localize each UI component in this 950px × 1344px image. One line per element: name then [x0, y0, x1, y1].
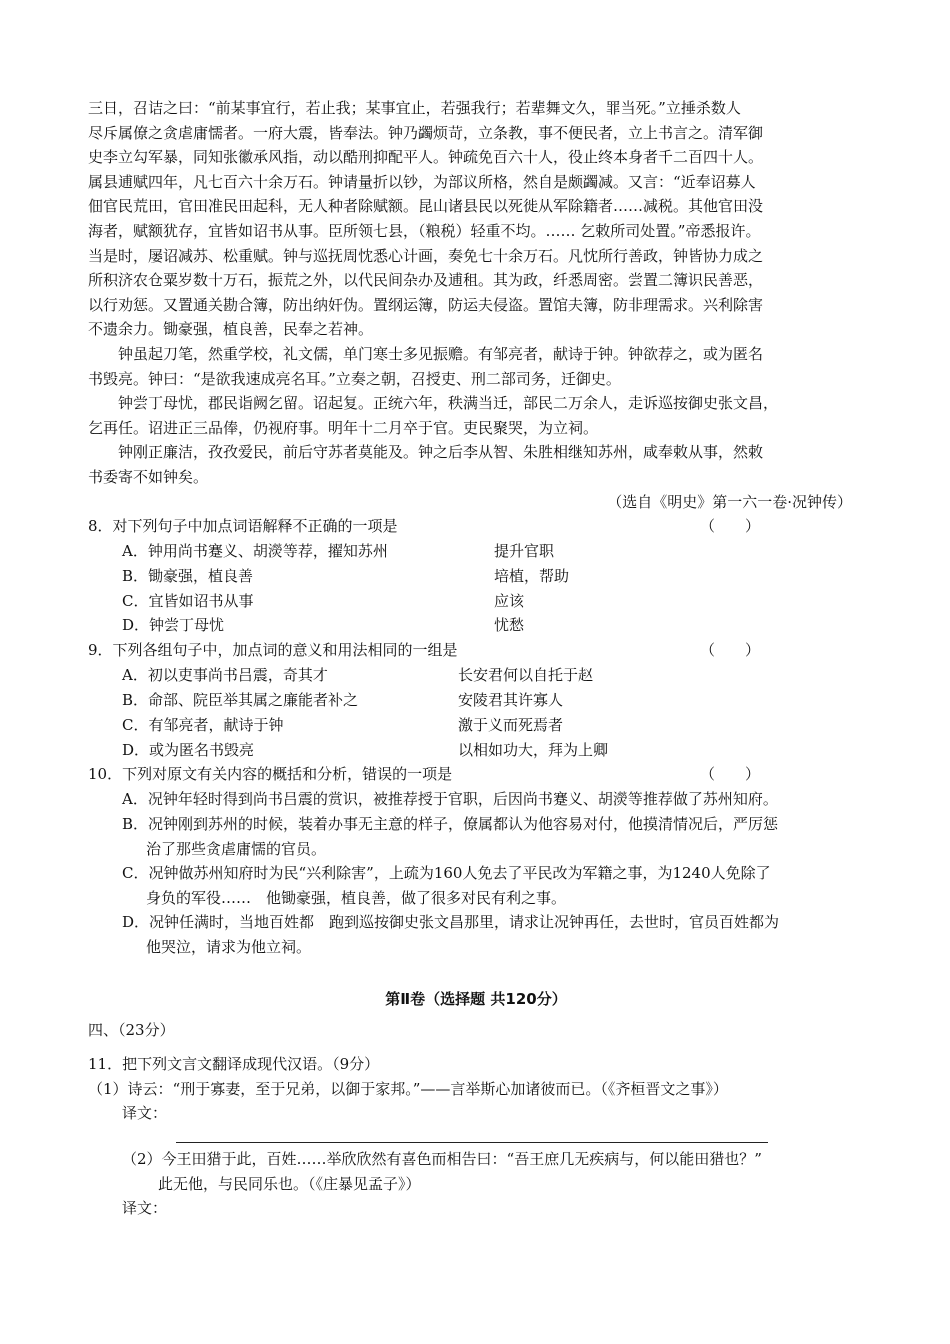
question-11-stem: 11．把下列文言文翻译成现代汉语。（9分） [88, 1055, 380, 1074]
passage-line: 尽斥属僚之贪虐庸懦者。一府大震，皆奉法。钟乃蠲烦苛，立条教，事不便民者，立上书言之。清军御 [88, 123, 764, 142]
option-text: A．况钟年轻时得到尚书吕震的赏识，被推荐授于官职，后因尚书蹇义、胡濙等推荐做了苏州知府。 [122, 790, 778, 809]
passage-paragraph-1 [88, 96, 864, 342]
question-stem [88, 514, 864, 539]
answer-blank[interactable]: （ ） [700, 765, 761, 784]
passage-paragraph-3 [88, 391, 864, 440]
question-9-stem: 9．下列各组句子中，加点词的意义和用法相同的一组是 [88, 641, 458, 660]
question-11-item-2: （2）今王田猎于此，百姓……举欣欣然有喜色而相告曰：“吾王庶几无疾病与，何以能田猎也？” [122, 1150, 762, 1168]
passage-line: 佃官民荒田，官田准民田起科，无人种者除赋额。昆山诸县民以死徙从军除籍者……减税。其他官田没 [88, 197, 764, 216]
option-row[interactable] [88, 663, 864, 688]
question-11-item-2-continued: 此无他，与民同乐也。（《庄暴见孟子》） [158, 1174, 421, 1193]
option-row[interactable] [88, 589, 864, 614]
passage-line: 书毁亮。钟曰：“是欲我速成亮名耳。”立奏之朝，召授吏、刑二部司务，迁御史。 [88, 369, 621, 388]
option-explanation: 应该 [494, 591, 525, 610]
option-text: D．况钟任满时，当地百姓都 跑到巡按御史张文昌那里，请求让况钟再任，去世时，官员百姓都为 [122, 913, 780, 932]
option-row[interactable] [88, 688, 864, 713]
option-row[interactable] [88, 812, 864, 861]
answer-line[interactable] [176, 1126, 768, 1143]
option-text-continued: 他哭泣，请求为他立祠。 [146, 938, 312, 957]
passage-line: 钟尝丁母忧，郡民诣阙乞留。诏起复。正统六年，秩满当迁，部民二万余人，走诉巡按御史张文昌， [118, 394, 779, 413]
option-row[interactable] [88, 738, 864, 763]
passage-line: 不遗余力。锄豪强，植良善，民奉之若神。 [88, 320, 374, 339]
option-sentence: B．命部、院臣举其属之廉能者补之 [122, 691, 359, 710]
option-explanation: 培植，帮助 [494, 566, 570, 585]
passage-paragraph-4 [88, 440, 864, 489]
passage-source: （选自《明史》第一六一卷·况钟传） [607, 492, 852, 511]
part-heading: 四、（23分） [88, 1020, 175, 1039]
passage-line: 钟虽起刀笔，然重学校，礼文儒，单门寒士多见振赡。有邹亮者，献诗于钟。钟欲荐之，或为匿名 [118, 344, 764, 363]
passage-line: 当是时，屡诏减苏、松重赋。钟与巡抚周忱悉心计画，奏免七十余万石。凡忱所行善政，钟皆协力成之 [88, 246, 764, 265]
answer-blank[interactable]: （ ） [700, 641, 761, 660]
question-8 [88, 514, 864, 638]
option-row[interactable] [88, 861, 864, 910]
option-row[interactable] [88, 564, 864, 589]
option-sentence: A．初以吏事尚书吕震，奇其才 [122, 666, 328, 685]
option-row[interactable] [88, 787, 864, 812]
option-sentence: B．锄豪强，植良善 [122, 566, 254, 585]
translation-label: 译文： [122, 1199, 168, 1218]
option-row[interactable] [88, 713, 864, 738]
option-row[interactable] [88, 539, 864, 564]
question-9 [88, 638, 864, 762]
passage-line: 史李立勾军暴，同知张徽承风指，动以酷刑抑配平人。钟疏免百六十人，役止终本身者千二百四十人。 [88, 148, 764, 167]
passage-line: 以行劝惩。又置通关勘合簿，防出纳奸伪。置纲运簿，防运夫侵盗。置馆夫簿，防非理需求。兴利除害 [88, 295, 764, 314]
passage-line: 钟刚正廉洁，孜孜爱民，前后守苏者莫能及。钟之后李从智、朱胜相继知苏州，咸奉敕从事，然敕 [118, 443, 764, 462]
option-row[interactable] [88, 613, 864, 638]
passage-line: 书委寄不如钟矣。 [88, 467, 209, 486]
translation-label: 译文： [122, 1104, 168, 1123]
passage-line: 海者，赋额犹存，宜皆如诏书从事。臣所领七县，（粮税）轻重不均。…… 乞敕所司处置。”帝悉报许。 [88, 221, 761, 240]
option-text-continued: 治了那些贪虐庸懦的官员。 [146, 839, 327, 858]
passage-paragraph-2 [88, 342, 864, 391]
passage-line: 三日，召诘之曰：“前某事宜行，若止我；某事宜止，若强我行；若辈舞文久，罪当死。”立捶杀数人 [88, 99, 741, 117]
question-10 [88, 762, 864, 959]
exam-page [88, 96, 864, 1221]
option-sentence: C．有邹亮者，献诗于钟 [122, 715, 284, 734]
answer-blank[interactable]: （ ） [700, 517, 761, 536]
section-title: 第Ⅱ卷（选择题 共120分） [385, 989, 567, 1008]
option-row[interactable] [88, 910, 864, 959]
option-sentence: A．钟用尚书蹇义、胡濙等荐，擢知苏州 [122, 542, 388, 561]
question-stem [88, 638, 864, 663]
option-explanation: 提升官职 [494, 542, 555, 561]
option-compare: 激于义而死焉者 [458, 715, 564, 734]
question-stem [88, 762, 864, 787]
option-compare: 以相如功大，拜为上卿 [458, 740, 609, 759]
option-sentence: C．宜皆如诏书从事 [122, 591, 254, 610]
option-text: B．况钟刚到苏州的时候，装着办事无主意的样子，僚属都认为他容易对付，他摸清情况后，严厉惩 [122, 815, 779, 834]
option-sentence: D．钟尝丁母忧 [122, 616, 225, 635]
passage-line: 乞再任。诏进正三品俸，仍视府事。明年十二月卒于官。吏民聚哭，为立祠。 [88, 418, 599, 437]
option-text-continued: 身负的军役…… 他锄豪强，植良善，做了很多对民有利之事。 [146, 888, 567, 907]
passage-line: 所积济农仓粟岁数十万石，振荒之外，以代民间杂办及逋租。其为政，纤悉周密。尝置二簿识民善恶， [88, 271, 764, 290]
option-explanation: 忧愁 [494, 616, 525, 635]
option-text: C．况钟做苏州知府时为民“兴利除害”，上疏为160人免去了平民改为军籍之事，为1240人免除了 [122, 864, 771, 883]
question-11-item-1: （1）诗云：“刑于寡妻，至于兄弟，以御于家邦。”——言举斯心加诸彼而已。（《齐桓晋文之事》） [88, 1079, 728, 1098]
question-8-stem: 8．对下列句子中加点词语解释不正确的一项是 [88, 517, 398, 536]
option-sentence: D．或为匿名书毁亮 [122, 740, 255, 759]
option-compare: 长安君何以自托于赵 [458, 666, 594, 685]
passage-line: 属县逋赋四年，凡七百六十余万石。钟请量折以钞，为部议所格，然自是颇蠲减。又言：“近奉诏募人 [88, 172, 756, 191]
question-10-stem: 10．下列对原文有关内容的概括和分析，错误的一项是 [88, 765, 453, 784]
option-compare: 安陵君其许寡人 [458, 691, 564, 710]
